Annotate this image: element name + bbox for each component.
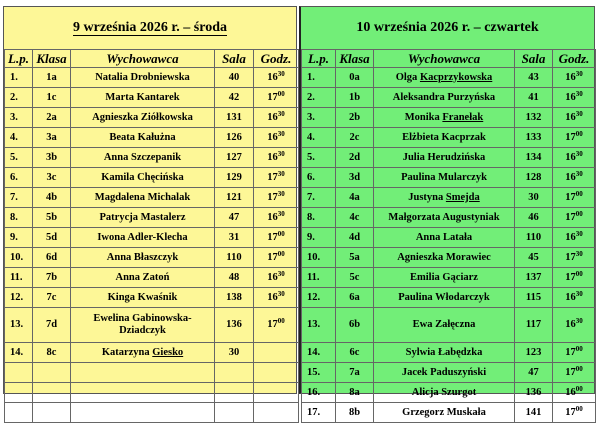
- table-row: [5, 148, 299, 168]
- table-row: [5, 268, 299, 288]
- klasa-cell: 4d: [336, 228, 374, 248]
- table-row: [302, 88, 596, 108]
- time-cell: [254, 248, 299, 268]
- table-row: [5, 68, 299, 88]
- time-minutes: 00: [575, 209, 583, 218]
- teacher-cell: Patrycja Mastalerz: [71, 208, 215, 228]
- table-row: [302, 288, 596, 308]
- header-wychowawca: Wychowawca: [374, 50, 515, 68]
- time-cell: [553, 228, 596, 248]
- sala-cell: 30: [515, 188, 553, 208]
- sala-cell: 123: [515, 343, 553, 363]
- sala-cell: 110: [215, 248, 254, 268]
- lp-cell: 5.: [5, 148, 33, 168]
- table-row: [302, 68, 596, 88]
- header-sala: Sala: [215, 50, 254, 68]
- time-cell: [553, 403, 596, 423]
- time-cell: [254, 168, 299, 188]
- table-row: [302, 208, 596, 228]
- table-row: [5, 308, 299, 343]
- time-cell: [553, 128, 596, 148]
- time-hour: 16: [565, 151, 576, 163]
- klasa-cell: 8c: [33, 343, 71, 363]
- klasa-cell: 4a: [336, 188, 374, 208]
- table-row: [302, 108, 596, 128]
- klasa-cell: 5a: [336, 248, 374, 268]
- teacher-cell: Paulina Włodarczyk: [374, 288, 515, 308]
- time-cell: [254, 288, 299, 308]
- lp-cell: 1.: [302, 68, 336, 88]
- sala-cell: 121: [215, 188, 254, 208]
- lp-cell: 5.: [302, 148, 336, 168]
- teacher-surname: Smejda: [445, 191, 480, 203]
- time-cell: [553, 363, 596, 383]
- schedule-panel-thursday: [299, 6, 595, 418]
- sala-cell: 41: [515, 88, 553, 108]
- time-minutes: 30: [277, 129, 285, 138]
- lp-cell: 6.: [302, 168, 336, 188]
- klasa-cell: 2c: [336, 128, 374, 148]
- time-cell: [254, 343, 299, 363]
- teacher-cell: Kinga Kwaśnik: [71, 288, 215, 308]
- lp-cell: 8.: [302, 208, 336, 228]
- time-hour: 17: [267, 231, 278, 243]
- klasa-cell: 4b: [33, 188, 71, 208]
- teacher-first-name: Monika: [404, 111, 443, 123]
- table-row: [302, 343, 596, 363]
- time-cell: [254, 128, 299, 148]
- lp-cell: 16.: [302, 383, 336, 403]
- sala-cell: 46: [515, 208, 553, 228]
- lp-cell: 13.: [302, 308, 336, 343]
- time-minutes: 00: [277, 229, 285, 238]
- sala-cell: 129: [215, 168, 254, 188]
- header-klasa: Klasa: [336, 50, 374, 68]
- header-godz: Godz.: [254, 50, 299, 68]
- time-hour: 16: [267, 291, 278, 303]
- time-cell: [553, 343, 596, 363]
- klasa-cell: 1a: [33, 68, 71, 88]
- klasa-cell: 3d: [336, 168, 374, 188]
- teacher-first-name: Katarzyna: [101, 346, 153, 358]
- time-hour: 17: [267, 171, 278, 183]
- time-cell: [553, 268, 596, 288]
- table-row: [5, 208, 299, 228]
- sala-cell: 132: [515, 108, 553, 128]
- time-hour: 16: [267, 151, 278, 163]
- lp-cell: 2.: [5, 88, 33, 108]
- time-cell: [254, 108, 299, 128]
- lp-cell: 4.: [5, 128, 33, 148]
- time-minutes: 30: [277, 109, 285, 118]
- teacher-cell: Elżbieta Kacprzak: [374, 128, 515, 148]
- header-row: [5, 50, 299, 68]
- time-cell: [254, 188, 299, 208]
- time-minutes: 00: [575, 129, 583, 138]
- time-hour: 16: [267, 271, 278, 283]
- time-minutes: 00: [575, 344, 583, 353]
- time-hour: 16: [565, 386, 576, 398]
- time-cell: [254, 228, 299, 248]
- time-hour: 17: [565, 191, 576, 203]
- sala-cell: 47: [215, 208, 254, 228]
- lp-cell: 10.: [5, 248, 33, 268]
- time-hour: 16: [267, 111, 278, 123]
- table-row: [302, 168, 596, 188]
- teacher-cell: [71, 343, 215, 363]
- teacher-cell: Julia Herudzińska: [374, 148, 515, 168]
- klasa-cell: 3b: [33, 148, 71, 168]
- time-hour: 17: [565, 346, 576, 358]
- sala-cell: 137: [515, 268, 553, 288]
- time-cell: [254, 148, 299, 168]
- table-row: [5, 168, 299, 188]
- time-cell: [553, 188, 596, 208]
- sala-cell: 117: [515, 308, 553, 343]
- empty-row: [5, 363, 299, 383]
- time-hour: 17: [565, 271, 576, 283]
- time-cell: [553, 88, 596, 108]
- time-minutes: 30: [277, 269, 285, 278]
- klasa-cell: 7a: [336, 363, 374, 383]
- time-minutes: 00: [277, 317, 285, 325]
- table-row: [302, 128, 596, 148]
- table-row: [5, 228, 299, 248]
- sala-cell: 40: [215, 68, 254, 88]
- klasa-cell: 6b: [336, 308, 374, 343]
- teacher-cell: Ewelina Gabinowska-Dziadczyk: [71, 308, 215, 343]
- lp-cell: 4.: [302, 128, 336, 148]
- klasa-cell: 2b: [336, 108, 374, 128]
- sala-cell: 127: [215, 148, 254, 168]
- lp-cell: 9.: [5, 228, 33, 248]
- time-minutes: 00: [575, 364, 583, 373]
- time-cell: [553, 288, 596, 308]
- time-minutes: 30: [575, 249, 583, 258]
- sala-cell: 126: [215, 128, 254, 148]
- teacher-cell: Marta Kantarek: [71, 88, 215, 108]
- time-hour: 16: [565, 71, 576, 83]
- klasa-cell: 7d: [33, 308, 71, 343]
- schedule-table: [301, 49, 596, 423]
- table-row: [5, 128, 299, 148]
- table-row: [5, 188, 299, 208]
- schedule-panel-wednesday: [3, 6, 297, 394]
- time-hour: 17: [565, 406, 576, 418]
- time-minutes: 00: [575, 384, 583, 393]
- teacher-cell: Beata Kałużna: [71, 128, 215, 148]
- sala-cell: 138: [215, 288, 254, 308]
- header-sala: Sala: [515, 50, 553, 68]
- sala-cell: 141: [515, 403, 553, 423]
- empty-row: [5, 403, 299, 423]
- sala-cell: 136: [515, 383, 553, 403]
- sala-cell: 134: [515, 148, 553, 168]
- time-hour: 16: [565, 171, 576, 183]
- time-hour: 17: [565, 251, 576, 263]
- time-cell: [553, 248, 596, 268]
- teacher-cell: Magdalena Michalak: [71, 188, 215, 208]
- klasa-cell: 5b: [33, 208, 71, 228]
- klasa-cell: 5d: [33, 228, 71, 248]
- sala-cell: 136: [215, 308, 254, 343]
- sala-cell: 128: [515, 168, 553, 188]
- time-minutes: 30: [575, 169, 583, 178]
- sala-cell: 133: [515, 128, 553, 148]
- time-cell: [254, 88, 299, 108]
- time-hour: 16: [267, 131, 278, 143]
- table-row: [5, 343, 299, 363]
- time-minutes: 30: [575, 109, 583, 118]
- table-row: [5, 288, 299, 308]
- sala-cell: 48: [215, 268, 254, 288]
- header-godz: Godz.: [553, 50, 596, 68]
- klasa-cell: 3c: [33, 168, 71, 188]
- time-cell: [553, 68, 596, 88]
- teacher-cell: Emilia Gąciarz: [374, 268, 515, 288]
- time-hour: 17: [267, 191, 278, 203]
- time-minutes: 30: [575, 89, 583, 98]
- klasa-cell: 0a: [336, 68, 374, 88]
- table-row: [302, 248, 596, 268]
- klasa-cell: 4c: [336, 208, 374, 228]
- time-minutes: 00: [277, 249, 285, 258]
- teacher-cell: Paulina Mularczyk: [374, 168, 515, 188]
- lp-cell: 2.: [302, 88, 336, 108]
- teacher-surname: Kacprzykowska: [419, 71, 493, 83]
- teacher-cell: Anna Zatoń: [71, 268, 215, 288]
- time-minutes: 00: [575, 404, 583, 413]
- time-hour: 16: [267, 71, 278, 83]
- lp-cell: 9.: [302, 228, 336, 248]
- lp-cell: 11.: [5, 268, 33, 288]
- teacher-first-name: Justyna: [408, 191, 446, 203]
- table-row: [5, 248, 299, 268]
- teacher-cell: Sylwia Łabędzka: [374, 343, 515, 363]
- time-hour: 16: [565, 291, 576, 303]
- klasa-cell: 6d: [33, 248, 71, 268]
- lp-cell: 1.: [5, 68, 33, 88]
- table-row: [302, 403, 596, 423]
- lp-cell: 3.: [302, 108, 336, 128]
- time-cell: [254, 68, 299, 88]
- teacher-cell: Agnieszka Ziółkowska: [71, 108, 215, 128]
- header-klasa: Klasa: [33, 50, 71, 68]
- time-cell: [254, 208, 299, 228]
- teacher-cell: [374, 188, 515, 208]
- klasa-cell: 2a: [33, 108, 71, 128]
- time-minutes: 00: [277, 89, 285, 98]
- teacher-cell: Anna Latała: [374, 228, 515, 248]
- table-row: [5, 108, 299, 128]
- header-wychowawca: Wychowawca: [71, 50, 215, 68]
- panel-title: 9 września 2026 r. – środa: [4, 7, 296, 50]
- teacher-cell: Kamila Chęcińska: [71, 168, 215, 188]
- teacher-cell: Agnieszka Morawiec: [374, 248, 515, 268]
- table-row: [302, 188, 596, 208]
- time-hour: 17: [267, 91, 278, 103]
- time-cell: [553, 148, 596, 168]
- teacher-cell: Natalia Drobniewska: [71, 68, 215, 88]
- time-minutes: 00: [575, 189, 583, 198]
- lp-cell: 8.: [5, 208, 33, 228]
- lp-cell: 14.: [5, 343, 33, 363]
- sala-cell: 131: [215, 108, 254, 128]
- time-cell: [553, 208, 596, 228]
- lp-cell: 7.: [302, 188, 336, 208]
- time-minutes: 30: [277, 149, 285, 158]
- klasa-cell: 8b: [336, 403, 374, 423]
- lp-cell: 11.: [302, 268, 336, 288]
- time-cell: [254, 308, 299, 343]
- header-row: [302, 50, 596, 68]
- sala-cell: 42: [215, 88, 254, 108]
- time-hour: 17: [565, 131, 576, 143]
- lp-cell: 15.: [302, 363, 336, 383]
- time-minutes: 30: [575, 69, 583, 78]
- sala-cell: 45: [515, 248, 553, 268]
- lp-cell: 17.: [302, 403, 336, 423]
- teacher-first-name: Olga: [395, 71, 420, 83]
- teacher-cell: Małgorzata Augustyniak: [374, 208, 515, 228]
- klasa-cell: 7c: [33, 288, 71, 308]
- teacher-cell: Anna Szczepanik: [71, 148, 215, 168]
- time-minutes: 30: [277, 169, 285, 178]
- teacher-surname: Giesko: [152, 346, 184, 358]
- time-minutes: 30: [277, 209, 285, 218]
- time-minutes: 00: [575, 269, 583, 278]
- table-row: [5, 88, 299, 108]
- time-cell: [254, 268, 299, 288]
- teacher-surname: Franełak: [442, 111, 484, 123]
- time-minutes: 30: [575, 317, 583, 325]
- klasa-cell: 3a: [33, 128, 71, 148]
- sala-cell: 30: [215, 343, 254, 363]
- time-hour: 17: [267, 251, 278, 263]
- teacher-cell: Ewa Załęczna: [374, 308, 515, 343]
- time-hour: 16: [565, 319, 576, 330]
- time-minutes: 30: [277, 289, 285, 298]
- klasa-cell: 1b: [336, 88, 374, 108]
- teacher-cell: [374, 108, 515, 128]
- schedule-table: [4, 49, 299, 423]
- lp-cell: 12.: [5, 288, 33, 308]
- sala-cell: 43: [515, 68, 553, 88]
- klasa-cell: 1c: [33, 88, 71, 108]
- time-hour: 16: [565, 231, 576, 243]
- teacher-cell: Anna Błaszczyk: [71, 248, 215, 268]
- klasa-cell: 2d: [336, 148, 374, 168]
- lp-cell: 3.: [5, 108, 33, 128]
- time-hour: 16: [565, 91, 576, 103]
- table-row: [302, 363, 596, 383]
- time-cell: [553, 308, 596, 343]
- time-minutes: 30: [277, 189, 285, 198]
- sala-cell: 110: [515, 228, 553, 248]
- table-row: [302, 148, 596, 168]
- teacher-cell: Alicja Szurgot: [374, 383, 515, 403]
- teacher-cell: [374, 68, 515, 88]
- meeting-schedule: [3, 6, 595, 418]
- klasa-cell: 6c: [336, 343, 374, 363]
- teacher-cell: Iwona Adler-Klecha: [71, 228, 215, 248]
- lp-cell: 13.: [5, 308, 33, 343]
- time-minutes: 30: [575, 149, 583, 158]
- klasa-cell: 7b: [33, 268, 71, 288]
- lp-cell: 10.: [302, 248, 336, 268]
- time-hour: 16: [565, 111, 576, 123]
- time-cell: [553, 168, 596, 188]
- klasa-cell: 6a: [336, 288, 374, 308]
- table-row: [302, 228, 596, 248]
- time-hour: 16: [267, 211, 278, 223]
- time-hour: 17: [267, 319, 278, 330]
- sala-cell: 31: [215, 228, 254, 248]
- header-lp: L.p.: [302, 50, 336, 68]
- lp-cell: 6.: [5, 168, 33, 188]
- klasa-cell: 8a: [336, 383, 374, 403]
- lp-cell: 12.: [302, 288, 336, 308]
- sala-cell: 115: [515, 288, 553, 308]
- time-minutes: 30: [575, 289, 583, 298]
- time-minutes: 30: [575, 229, 583, 238]
- time-hour: 17: [565, 366, 576, 378]
- table-row: [302, 308, 596, 343]
- lp-cell: 14.: [302, 343, 336, 363]
- time-minutes: 30: [277, 69, 285, 78]
- lp-cell: 7.: [5, 188, 33, 208]
- teacher-cell: Grzegorz Muskała: [374, 403, 515, 423]
- teacher-cell: Jacek Paduszyński: [374, 363, 515, 383]
- panel-title: 10 września 2026 r. – czwartek: [301, 7, 594, 50]
- klasa-cell: 5c: [336, 268, 374, 288]
- table-row: [302, 268, 596, 288]
- sala-cell: 47: [515, 363, 553, 383]
- time-cell: [553, 108, 596, 128]
- header-lp: L.p.: [5, 50, 33, 68]
- time-hour: 17: [565, 211, 576, 223]
- teacher-cell: Aleksandra Purzyńska: [374, 88, 515, 108]
